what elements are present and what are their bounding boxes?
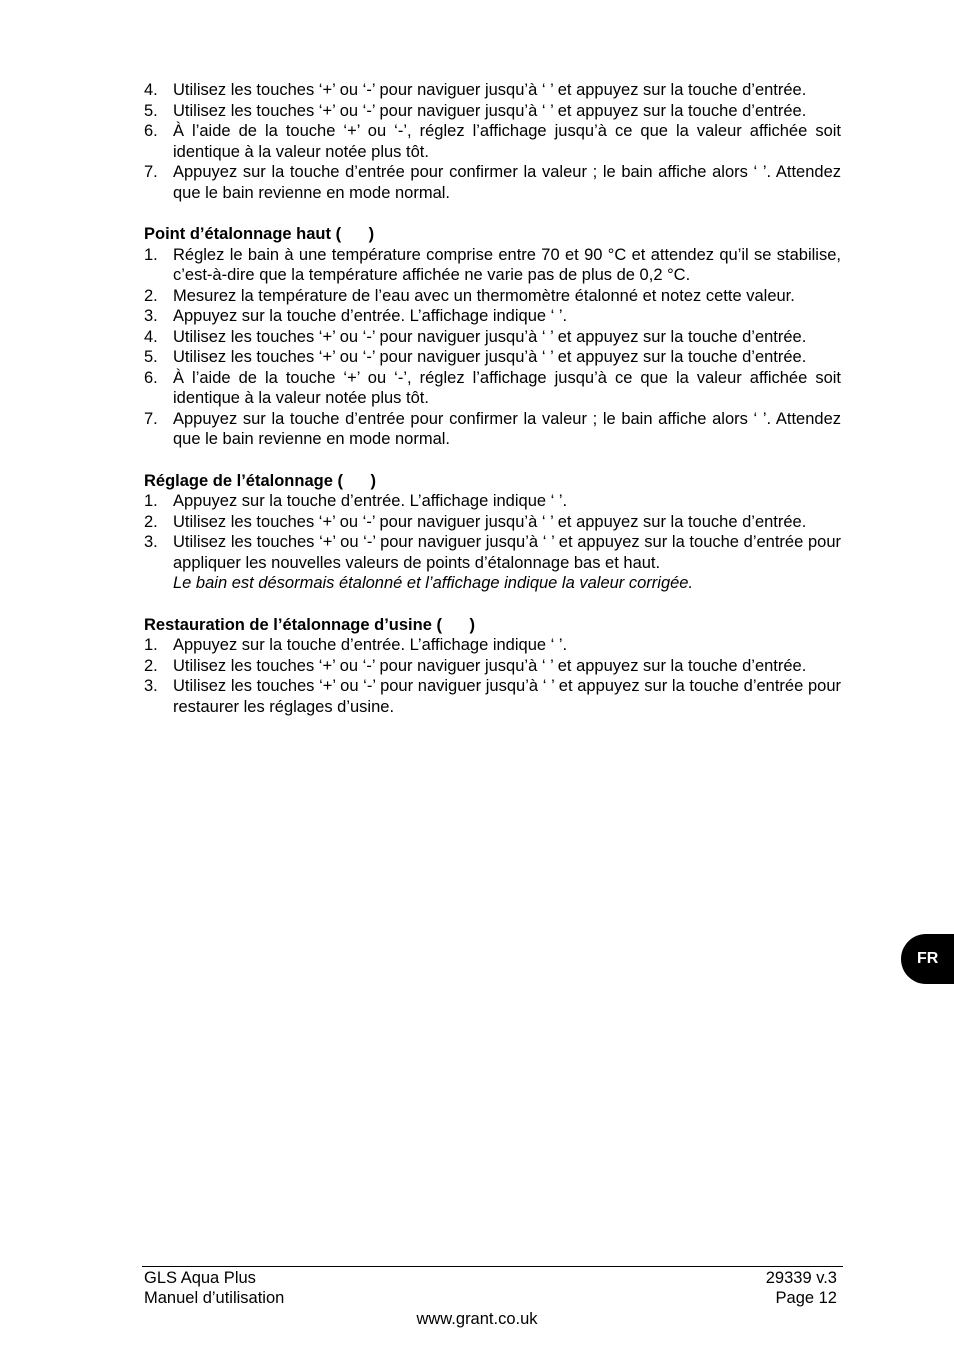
language-tab: FR (901, 934, 954, 984)
step-number: 3. (144, 533, 158, 551)
footer-product: GLS Aqua Plus (144, 1269, 256, 1287)
step-text: Utilisez les touches ‘+’ ou ‘-’ pour naviguer jusqu’à ‘ ’ et appuyez sur la touche d’entrée. (173, 512, 807, 531)
list-item (144, 532, 841, 594)
list-item (144, 80, 841, 101)
step-number: 5. (144, 348, 158, 366)
step-text: Appuyez sur la touche d’entrée. L’affichage indique ‘ ’. (173, 307, 568, 325)
step-text: Appuyez sur la touche d’entrée pour confirmer la valeur ; le bain affiche alors ‘ ’. Attendez que le bain revienne en mode normal. (173, 409, 841, 448)
step-number: 3. (144, 307, 158, 325)
list-item (144, 286, 841, 307)
footer-divider (142, 1266, 843, 1267)
step-number: 4. (144, 81, 158, 99)
step-text: Utilisez les touches ‘+’ ou ‘-’ pour naviguer jusqu’à ‘ ’ et appuyez sur la touche d’entrée. (173, 81, 807, 99)
step-number: 7. (144, 409, 158, 428)
list-item (144, 101, 841, 122)
step-number: 1. (144, 492, 158, 510)
step-number: 4. (144, 327, 158, 346)
list-item (144, 656, 841, 677)
continued-steps-list (144, 80, 841, 203)
section-heading-factory-reset: Restauration de l’étalonnage d’usine ( ) (144, 615, 475, 634)
step-number: 6. (144, 368, 158, 387)
list-item (144, 676, 841, 717)
step-text: Utilisez les touches ‘+’ ou ‘-’ pour naviguer jusqu’à ‘ ’ et appuyez sur la touche d’entrée pour appliquer les nouvelles valeurs de points d’étalonnage bas et haut. (173, 533, 841, 572)
list-item (144, 306, 841, 327)
section-heading-calibration-setting: Réglage de l’étalonnage ( ) (144, 471, 376, 490)
step-text: À l’aide de la touche ‘+’ ou ‘-’, réglez l’affichage jusqu’à ce que la valeur affichée soit identique à la valeur notée plus tôt. (173, 368, 841, 407)
step-text: Utilisez les touches ‘+’ ou ‘-’ pour naviguer jusqu’à ‘ ’ et appuyez sur la touche d’entrée. (173, 348, 807, 366)
step-text: Utilisez les touches ‘+’ ou ‘-’ pour naviguer jusqu’à ‘ ’ et appuyez sur la touche d’entrée pour restaurer les réglages d’usine. (173, 677, 841, 716)
step-number: 5. (144, 101, 158, 120)
step-number: 2. (144, 286, 158, 305)
step-text: Réglez le bain à une température comprise entre 70 et 90 °C et attendez qu’il se stabilise, c’est-à-dire que la température affichée ne varie pas de plus de 0,2 °C. (173, 245, 841, 284)
list-item (144, 491, 841, 512)
step-number: 3. (144, 677, 158, 695)
step-text: Mesurez la température de l’eau avec un thermomètre étalonné et notez cette valeur. (173, 286, 795, 305)
step-text: Appuyez sur la touche d’entrée pour confirmer la valeur ; le bain affiche alors ‘ ’. Attendez que le bain revienne en mode normal. (173, 163, 841, 202)
step-text: Appuyez sur la touche d’entrée. L’affichage indique ‘ ’. (173, 492, 568, 510)
step-number: 7. (144, 163, 158, 181)
step-number: 2. (144, 656, 158, 675)
footer-page-number: Page 12 (775, 1289, 837, 1307)
step-text: Utilisez les touches ‘+’ ou ‘-’ pour naviguer jusqu’à ‘ ’ et appuyez sur la touche d’entrée. (173, 656, 807, 675)
calibration-setting-steps-list (144, 491, 841, 594)
list-item (144, 162, 841, 203)
list-item (144, 409, 841, 450)
list-item (144, 245, 841, 286)
list-item (144, 347, 841, 368)
section-heading-high-point: Point d’étalonnage haut ( ) (144, 225, 375, 243)
list-item (144, 512, 841, 533)
step-number: 1. (144, 636, 158, 654)
footer-doc-number: 29339 v.3 (765, 1269, 837, 1287)
list-item (144, 635, 841, 656)
step-text: À l’aide de la touche ‘+’ ou ‘-’, réglez l’affichage jusqu’à ce que la valeur affichée soit identique à la valeur notée plus tôt. (173, 122, 841, 161)
factory-reset-steps-list (144, 635, 841, 717)
step-text: Utilisez les touches ‘+’ ou ‘-’ pour naviguer jusqu’à ‘ ’ et appuyez sur la touche d’entrée. (173, 101, 807, 120)
high-point-steps-list (144, 245, 841, 450)
step-number: 6. (144, 122, 158, 140)
step-number: 2. (144, 512, 158, 531)
footer-doc-type: Manuel d’utilisation (144, 1289, 285, 1307)
list-item (144, 121, 841, 162)
list-item (144, 327, 841, 348)
footer-website: www.grant.co.uk (416, 1310, 538, 1328)
step-number: 1. (144, 245, 158, 264)
page-body (144, 80, 841, 717)
step-text: Appuyez sur la touche d’entrée. L’affichage indique ‘ ’. (173, 636, 568, 654)
list-item (144, 368, 841, 409)
step-text: Utilisez les touches ‘+’ ou ‘-’ pour naviguer jusqu’à ‘ ’ et appuyez sur la touche d’entrée. (173, 327, 807, 346)
step-note: Le bain est désormais étalonné et l’affichage indique la valeur corrigée. (173, 574, 694, 592)
